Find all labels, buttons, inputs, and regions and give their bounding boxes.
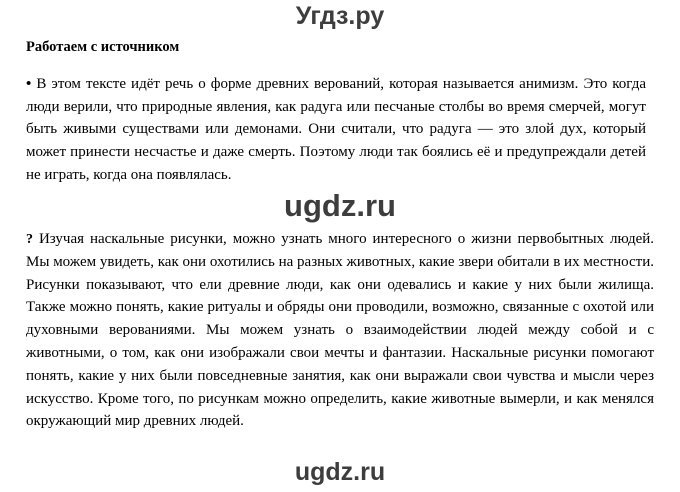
bullet-marker: • (26, 75, 32, 92)
watermark-bottom: ugdz.ru (294, 458, 386, 486)
paragraph-question-text: Изучая наскальные рисунки, можно узнать много интересного о жизни первобытных людей. Мы можем увидеть, как они охотились на разных животных, какие звери обитали в их местности. Рисунки показывают, что ели древние люди, как они одевались и какие у них были жилища. Также можно понять, какие ритуалы и обряды они проводили, возможно, связанные с охотой или духовными верованиями. Мы можем узнать о взаимодействии людей между собой и с животными, о том, как они изображали свои мечты и фантазии. Наскальные рисунки помогают понять, какие у них были повседневные занятия, как они выражали свои чувства и мысли через искусство. Кроме того, по рисункам можно определить, какие животные вымерли, и как менялся окружающий мир древних людей. (26, 231, 655, 430)
watermark-top: Угдз.ру (295, 2, 385, 30)
paragraph-anim (26, 73, 646, 187)
document-content (26, 38, 654, 187)
paragraph-anim-text: В этом тексте идёт речь о форме древних верований, которая называется анимизм. Это когда люди верили, что природные явления, как радуга или песчаные столбы во время смерчей, могут быть живыми существами или демонами. Они считали, что радуга — это злой дух, который может принести несчастье и даже смерть. Поэтому люди так боялись её и предупреждали детей не играть, когда она появлялась. (26, 75, 646, 184)
question-marker: ? (26, 232, 33, 247)
section-heading: Работаем с источником (26, 39, 180, 55)
watermark-middle: ugdz.ru (284, 188, 396, 223)
document-content-second (26, 228, 654, 433)
paragraph-question (26, 228, 654, 433)
